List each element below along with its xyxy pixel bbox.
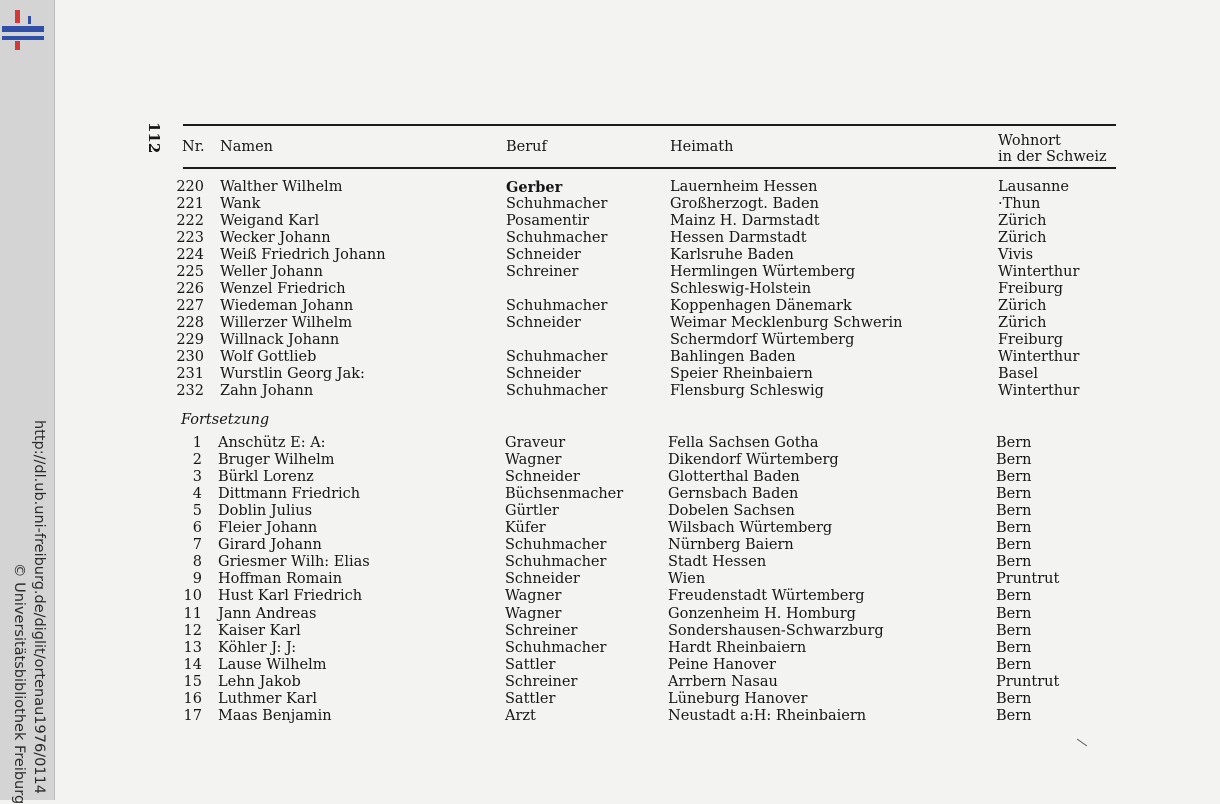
row-number: 15 (183, 673, 202, 690)
row-beruf: Schneider (506, 247, 581, 263)
row-number: 3 (192, 469, 202, 486)
row-number: 11 (183, 605, 202, 622)
row-number: 5 (192, 503, 202, 520)
row-beruf: Wagner (505, 452, 562, 469)
header-wohnort (998, 133, 1107, 165)
row-number: 226 (176, 281, 204, 297)
row-beruf: Posamentir (506, 213, 590, 229)
row-heimath: Fella Sachsen Gotha (668, 435, 819, 451)
row-heimath: Hessen Darmstadt (670, 230, 807, 246)
header-wohnort-line2: in der Schweiz (998, 149, 1107, 165)
row-beruf: Schuhmacher (506, 230, 608, 246)
row-name: Luthmer Karl (218, 690, 318, 707)
row-wohnort: Bern (996, 605, 1032, 622)
row-wohnort: Bern (996, 520, 1032, 537)
table-top-rule (183, 124, 1116, 126)
library-logo-icon (2, 10, 44, 50)
header-wohnort-line1: Wohnort (998, 133, 1061, 149)
row-name: Wiedeman Johann (220, 298, 354, 314)
row-wohnort: Lausanne (998, 179, 1069, 195)
copyright-notice: © Universitätsbibliothek Freiburg (11, 563, 27, 804)
row-beruf: Gürtler (505, 503, 559, 520)
row-wohnort: Winterthur (998, 383, 1080, 399)
row-heimath: Glotterthal Baden (668, 469, 800, 486)
row-beruf: Schuhmacher (505, 639, 607, 656)
row-heimath: Lauernheim Hessen (670, 179, 818, 195)
row-beruf: Büchsenmacher (505, 486, 624, 503)
row-heimath: Mainz H. Darmstadt (670, 213, 820, 229)
table-row (0, 588, 1180, 605)
row-number: 232 (176, 383, 204, 399)
row-number: 13 (183, 639, 202, 656)
table-row (0, 452, 1180, 469)
row-beruf: Schuhmacher (506, 383, 608, 399)
row-name: Weiß Friedrich Johann (220, 247, 386, 263)
header-beruf: Beruf (506, 139, 547, 155)
source-url[interactable]: http://dl.ub.uni-freiburg.de/diglit/ortenau1976/0114 (31, 420, 47, 794)
row-heimath: Neustadt a:H: Rheinbaiern (668, 707, 867, 724)
row-number: 12 (183, 622, 202, 639)
row-beruf: Wagner (505, 588, 562, 605)
row-wohnort: Winterthur (998, 349, 1080, 365)
row-number: 16 (183, 690, 202, 707)
row-number: 222 (176, 213, 204, 229)
row-number: 220 (176, 179, 204, 195)
row-name: Griesmer Wilh: Elias (218, 554, 370, 571)
row-heimath: Gernsbach Baden (668, 486, 799, 503)
row-heimath: Sondershausen-Schwarzburg (668, 622, 884, 639)
row-wohnort: Vivis (998, 247, 1034, 263)
table-row (0, 674, 1180, 691)
row-wohnort: Freiburg (998, 332, 1064, 348)
row-number: 229 (176, 332, 204, 348)
section-label-fortsetzung: Fortsetzung (181, 412, 270, 428)
row-heimath: Schermdorf Würtemberg (670, 332, 855, 348)
row-number: 224 (176, 247, 204, 263)
row-wohnort: ·Thun (998, 196, 1041, 212)
table-header-rule (183, 167, 1116, 169)
row-name: Dittmann Friedrich (218, 486, 361, 503)
row-number: 228 (176, 315, 204, 331)
row-name: Wurstlin Georg Jak: (220, 366, 365, 382)
row-heimath: Dobelen Sachsen (668, 503, 795, 520)
row-heimath: Gonzenheim H. Homburg (668, 605, 856, 622)
row-name: Hoffman Romain (218, 571, 343, 588)
row-name: Willnack Johann (220, 332, 340, 348)
row-number: 4 (192, 486, 202, 503)
row-wohnort: Bern (996, 588, 1032, 605)
table-row (0, 691, 1180, 708)
table-row (0, 554, 1180, 571)
row-heimath: Flensburg Schleswig (670, 383, 824, 399)
row-wohnort: Bern (996, 690, 1032, 707)
row-name: Maas Benjamin (218, 707, 332, 724)
row-wohnort: Zürich (998, 230, 1047, 246)
row-wohnort: Zürich (998, 298, 1047, 314)
row-wohnort: Bern (996, 639, 1032, 656)
row-beruf: Gerber (506, 179, 563, 196)
row-beruf: Schreiner (505, 673, 578, 690)
row-wohnort: Zürich (998, 213, 1047, 229)
table-row (0, 606, 1180, 623)
row-heimath: Speier Rheinbaiern (670, 366, 813, 382)
row-beruf: Arzt (505, 707, 536, 724)
row-name: Weller Johann (220, 264, 323, 280)
row-wohnort: Bern (996, 554, 1032, 571)
table-row (0, 537, 1180, 554)
table-row (0, 264, 1180, 281)
row-number: 9 (192, 571, 202, 588)
row-number: 221 (176, 196, 204, 212)
row-wohnort: Bern (996, 435, 1032, 451)
row-heimath: Dikendorf Würtemberg (668, 452, 839, 469)
row-beruf: Graveur (505, 435, 566, 451)
row-heimath: Wien (668, 571, 706, 588)
row-wohnort: Pruntrut (996, 571, 1060, 588)
row-beruf: Schneider (506, 315, 581, 331)
table-row (0, 503, 1180, 520)
row-heimath: Arrbern Nasau (668, 673, 778, 690)
table-row (0, 640, 1180, 657)
row-name: Girard Johann (218, 537, 322, 554)
row-wohnort: Bern (996, 622, 1032, 639)
row-wohnort: Bern (996, 452, 1032, 469)
row-beruf: Schneider (505, 469, 580, 486)
table-row (0, 315, 1180, 332)
row-wohnort: Bern (996, 707, 1032, 724)
row-beruf: Schuhmacher (505, 554, 607, 571)
row-number: 2 (192, 452, 202, 469)
header-namen: Namen (220, 139, 274, 155)
table-row (0, 486, 1180, 503)
row-number: 223 (176, 230, 204, 246)
table-row (0, 435, 1180, 452)
row-wohnort: Winterthur (998, 264, 1080, 280)
row-heimath: Lüneburg Hanover (668, 690, 808, 707)
row-name: Walther Wilhelm (220, 179, 343, 195)
row-number: 231 (176, 366, 204, 382)
row-heimath: Hermlingen Würtemberg (670, 264, 856, 280)
row-name: Weigand Karl (220, 213, 320, 229)
row-heimath: Karlsruhe Baden (670, 247, 794, 263)
row-beruf: Schneider (506, 366, 581, 382)
table-row (0, 230, 1180, 247)
row-name: Fleier Johann (218, 520, 318, 537)
row-heimath: Hardt Rheinbaiern (668, 639, 807, 656)
row-name: Doblin Julius (218, 503, 313, 520)
row-heimath: Peine Hanover (668, 656, 776, 673)
row-wohnort: Basel (998, 366, 1038, 382)
row-wohnort: Bern (996, 503, 1032, 520)
row-beruf: Schreiner (506, 264, 579, 280)
row-name: Wecker Johann (220, 230, 331, 246)
row-number: 8 (192, 554, 202, 571)
row-wohnort: Bern (996, 469, 1032, 486)
table-row (0, 520, 1180, 537)
row-beruf: Schuhmacher (506, 196, 608, 212)
row-beruf: Küfer (505, 520, 546, 537)
row-name: Zahn Johann (220, 383, 314, 399)
table-row (0, 213, 1180, 230)
row-wohnort: Bern (996, 656, 1032, 673)
table-row (0, 623, 1180, 640)
row-heimath: Schleswig-Holstein (670, 281, 812, 297)
row-name: Lehn Jakob (218, 673, 301, 690)
row-name: Köhler J: J: (218, 639, 297, 656)
row-wohnort: Bern (996, 537, 1032, 554)
row-number: 7 (192, 537, 202, 554)
row-number: 230 (176, 349, 204, 365)
row-name: Bruger Wilhelm (218, 452, 335, 469)
row-name: Kaiser Karl (218, 622, 301, 639)
row-beruf: Schuhmacher (505, 537, 607, 554)
row-wohnort: Pruntrut (996, 673, 1060, 690)
row-number: 10 (183, 588, 202, 605)
row-heimath: Großherzogt. Baden (670, 196, 819, 212)
table-row (0, 349, 1180, 366)
row-number: 14 (183, 656, 202, 673)
row-name: Willerzer Wilhelm (220, 315, 353, 331)
table-row (0, 571, 1180, 588)
table-row (0, 332, 1180, 349)
row-number: 6 (192, 520, 202, 537)
row-beruf: Sattler (505, 690, 556, 707)
row-heimath: Weimar Mecklenburg Schwerin (670, 315, 903, 331)
row-name: Lause Wilhelm (218, 656, 327, 673)
header-nr: Nr. (182, 139, 205, 155)
row-number: 17 (183, 707, 202, 724)
row-beruf: Schneider (505, 571, 580, 588)
table-row (0, 383, 1180, 400)
row-number: 1 (192, 435, 202, 451)
table-row (0, 366, 1180, 383)
row-wohnort: Zürich (998, 315, 1047, 331)
page-number: 112 (145, 122, 163, 154)
row-number: 225 (176, 264, 204, 280)
row-beruf: Sattler (505, 656, 556, 673)
row-beruf: Wagner (505, 605, 562, 622)
row-name: Wenzel Friedrich (220, 281, 346, 297)
header-heimath: Heimath (670, 139, 734, 155)
table-row (0, 298, 1180, 315)
table-row (0, 247, 1180, 264)
row-heimath: Nürnberg Baiern (668, 537, 794, 554)
row-heimath: Wilsbach Würtemberg (668, 520, 833, 537)
table-row (0, 657, 1180, 674)
table-row (0, 196, 1180, 213)
row-heimath: Freudenstadt Würtemberg (668, 588, 865, 605)
row-name: Bürkl Lorenz (218, 469, 314, 486)
row-heimath: Koppenhagen Dänemark (670, 298, 852, 314)
row-name: Jann Andreas (218, 605, 317, 622)
table-row (0, 179, 1180, 196)
row-number: 227 (176, 298, 204, 314)
pencil-mark (1077, 739, 1087, 747)
row-wohnort: Freiburg (998, 281, 1064, 297)
table-row (0, 469, 1180, 486)
table-row (0, 281, 1180, 298)
row-beruf: Schuhmacher (506, 298, 608, 314)
row-name: Anschütz E: A: (218, 435, 326, 451)
row-wohnort: Bern (996, 486, 1032, 503)
row-name: Hust Karl Friedrich (218, 588, 363, 605)
row-beruf: Schreiner (505, 622, 578, 639)
row-heimath: Stadt Hessen (668, 554, 767, 571)
row-name: Wolf Gottlieb (220, 349, 317, 365)
table-row (0, 708, 1180, 725)
row-beruf: Schuhmacher (506, 349, 608, 365)
row-heimath: Bahlingen Baden (670, 349, 796, 365)
row-name: Wank (220, 196, 261, 212)
